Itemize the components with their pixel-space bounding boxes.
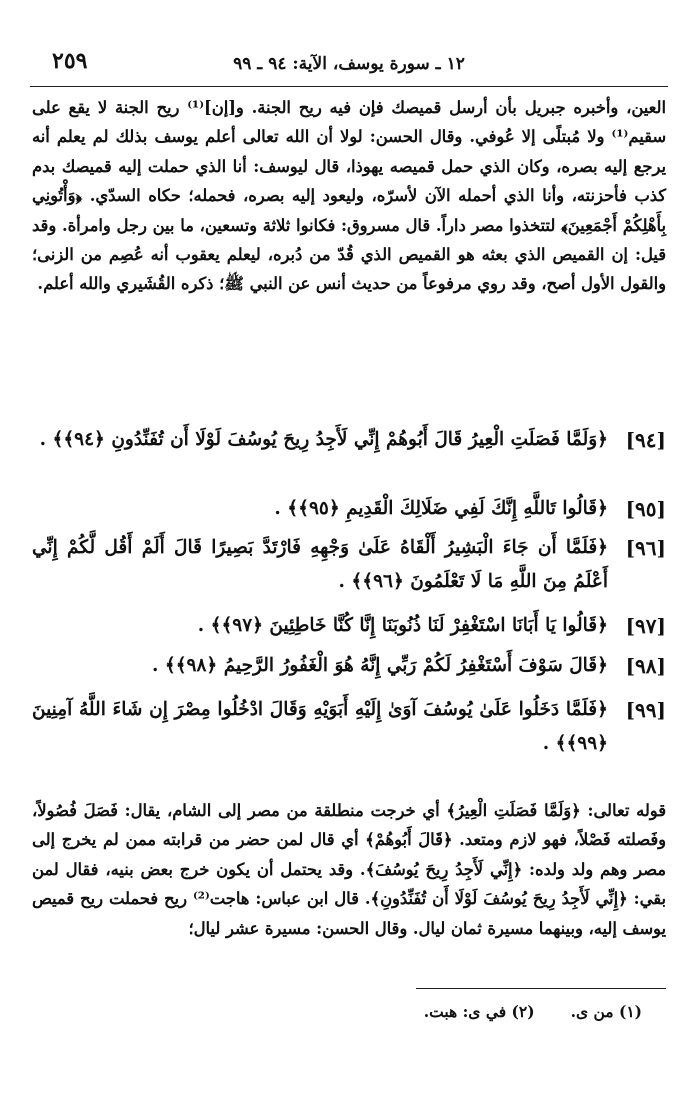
header-rule [30, 86, 668, 87]
footnote-1: (١) من ى. [570, 1002, 642, 1021]
verse-number: [٩٨] [625, 654, 666, 678]
verse-text: ﴿قَالَ سَوْفَ أَسْتَغْفِرُ لَكُمْ رَبِّي إِنَّهُ هُوَ الْغَفُورُ الرَّحِيمُ ﴿٩٨﴾﴾ . [151, 655, 608, 676]
verse-text: ﴿فَلَمَّا أَن جَاءَ الْبَشِيرُ أَلْقَاهُ عَلَىٰ وَجْهِهِ فَارْتَدَّ بَصِيرًا قَالَ أَلَمْ أَقُل لَّكُمْ إِنِّي أَعْلَمُ مِنَ اللَّهِ مَا لَا تَعْلَمُونَ ﴿٩٦﴾﴾ . [32, 537, 608, 592]
commentary-paragraph-top: العين، وأخبره جبريل بأن أرسل قميصك فإن فيه ريح الجنة. و[إن]⁽¹⁾ ريح الجنة لا يقع على سقيم⁽¹⁾ ولا مُبتلًى إلا عُوفي. وقال الحسن: لولا أن الله تعالى أعلم يوسف بذلك لم يعلم أنه يرجع إليه بصره، وكان الذي حمل قميصه يهوذا، قال ليوسف: أنا الذي حملت إليه قميصك بدم كذب فأحزنته، وأنا الذي أحمله الآن لأسرّه، وليعود إليه بصره، فحمله؛ حكاه السدّي. ﴿وَأْتُونِي بِأَهْلِكُمْ أَجْمَعِينَ﴾ لتتخذوا مصر داراً. قال مسروق: فكانوا ثلاثة وتسعين، ما بين رجل وامرأة. وقد قيل: إن القميص الذي بعثه هو القميص الذي قُدّ من دُبره، ليعلم يعقوب أنه عُصِم من الزنى؛ والقول الأول أصح، وقد روي مرفوعاً من حديث أنس عن النبي ﷺ؛ ذكره القُشَيري والله أعلم. [32, 98, 666, 294]
running-header [30, 44, 668, 84]
verse-text: ﴿قَالُوا يَا أَبَانَا اسْتَغْفِرْ لَنَا ذُنُوبَنَا إِنَّا كُنَّا خَاطِئِينَ ﴿٩٧﴾﴾ . [197, 615, 608, 636]
verse-95 [32, 492, 666, 526]
verse-text: ﴿وَلَمَّا فَصَلَتِ الْعِيرُ قَالَ أَبُوهُمْ إِنِّي لَأَجِدُ رِيحَ يُوسُفَ لَوْلَا أَن تُفَنِّدُونِ ﴿٩٤﴾﴾ . [39, 429, 608, 450]
verse-number: [٩٩] [625, 698, 666, 722]
verse-number: [٩٦] [625, 536, 666, 560]
verse-text: ﴿قَالُوا تَاللَّهِ إِنَّكَ لَفِي ضَلَالِكَ الْقَدِيمِ ﴿٩٥﴾﴾ . [274, 498, 608, 519]
verse-number: [٩٧] [625, 614, 666, 638]
footnote-2: (٢) في ى: هبت. [423, 1002, 535, 1021]
verse-97 [32, 609, 666, 643]
verse-text: ﴿فَلَمَّا دَخَلُوا عَلَىٰ يُوسُفَ آوَىٰ إِلَيْهِ أَبَوَيْهِ وَقَالَ ادْخُلُوا مِصْرَ إِن شَاءَ اللَّهُ آمِنِينَ ﴿٩٩﴾﴾ . [32, 699, 608, 754]
verse-94 [32, 423, 666, 457]
verse-number: [٩٥] [625, 497, 666, 521]
verse-98 [32, 649, 666, 683]
verse-96 [32, 531, 666, 599]
footnote-rule [416, 988, 666, 989]
page-number: ٢٥٩ [52, 48, 88, 74]
verse-number: [٩٤] [625, 428, 666, 452]
commentary-paragraph-bottom: قوله تعالى: ﴿وَلَمَّا فَصَلَتِ الْعِيرُ﴾ أي خرجت منطلقة من مصر إلى الشام، يقال: فَصَلَ فُصُولاً، وفَصلته فَصْلاً، فهو لازم ومتعد. ﴿قَالَ أَبُوهُمْ﴾ أي قال لمن حضر من قرابته ممن لم يخرج إلى مصر وهم ولد ولده: ﴿إِنِّي لَأَجِدُ رِيحَ يُوسُفَ﴾. وقد يحتمل أن يكون خرج بعض بنيه، فقال لمن بقي: ﴿إِنِّي لَأَجِدُ رِيحَ يُوسُفَ لَوْلَا أَن تُفَنِّدُونِ﴾. قال ابن عباس: هاجت⁽²⁾ ريح فحملت ريح قميص يوسف إليه، وبينهما مسيرة ثمان ليال. وقال الحسن: مسيرة عشر ليال؛ [32, 801, 667, 938]
verse-99 [32, 693, 666, 761]
footnotes [424, 1002, 642, 1021]
running-title: ١٢ ـ سورة يوسف، الآية: ٩٤ ـ ٩٩ [233, 54, 465, 74]
